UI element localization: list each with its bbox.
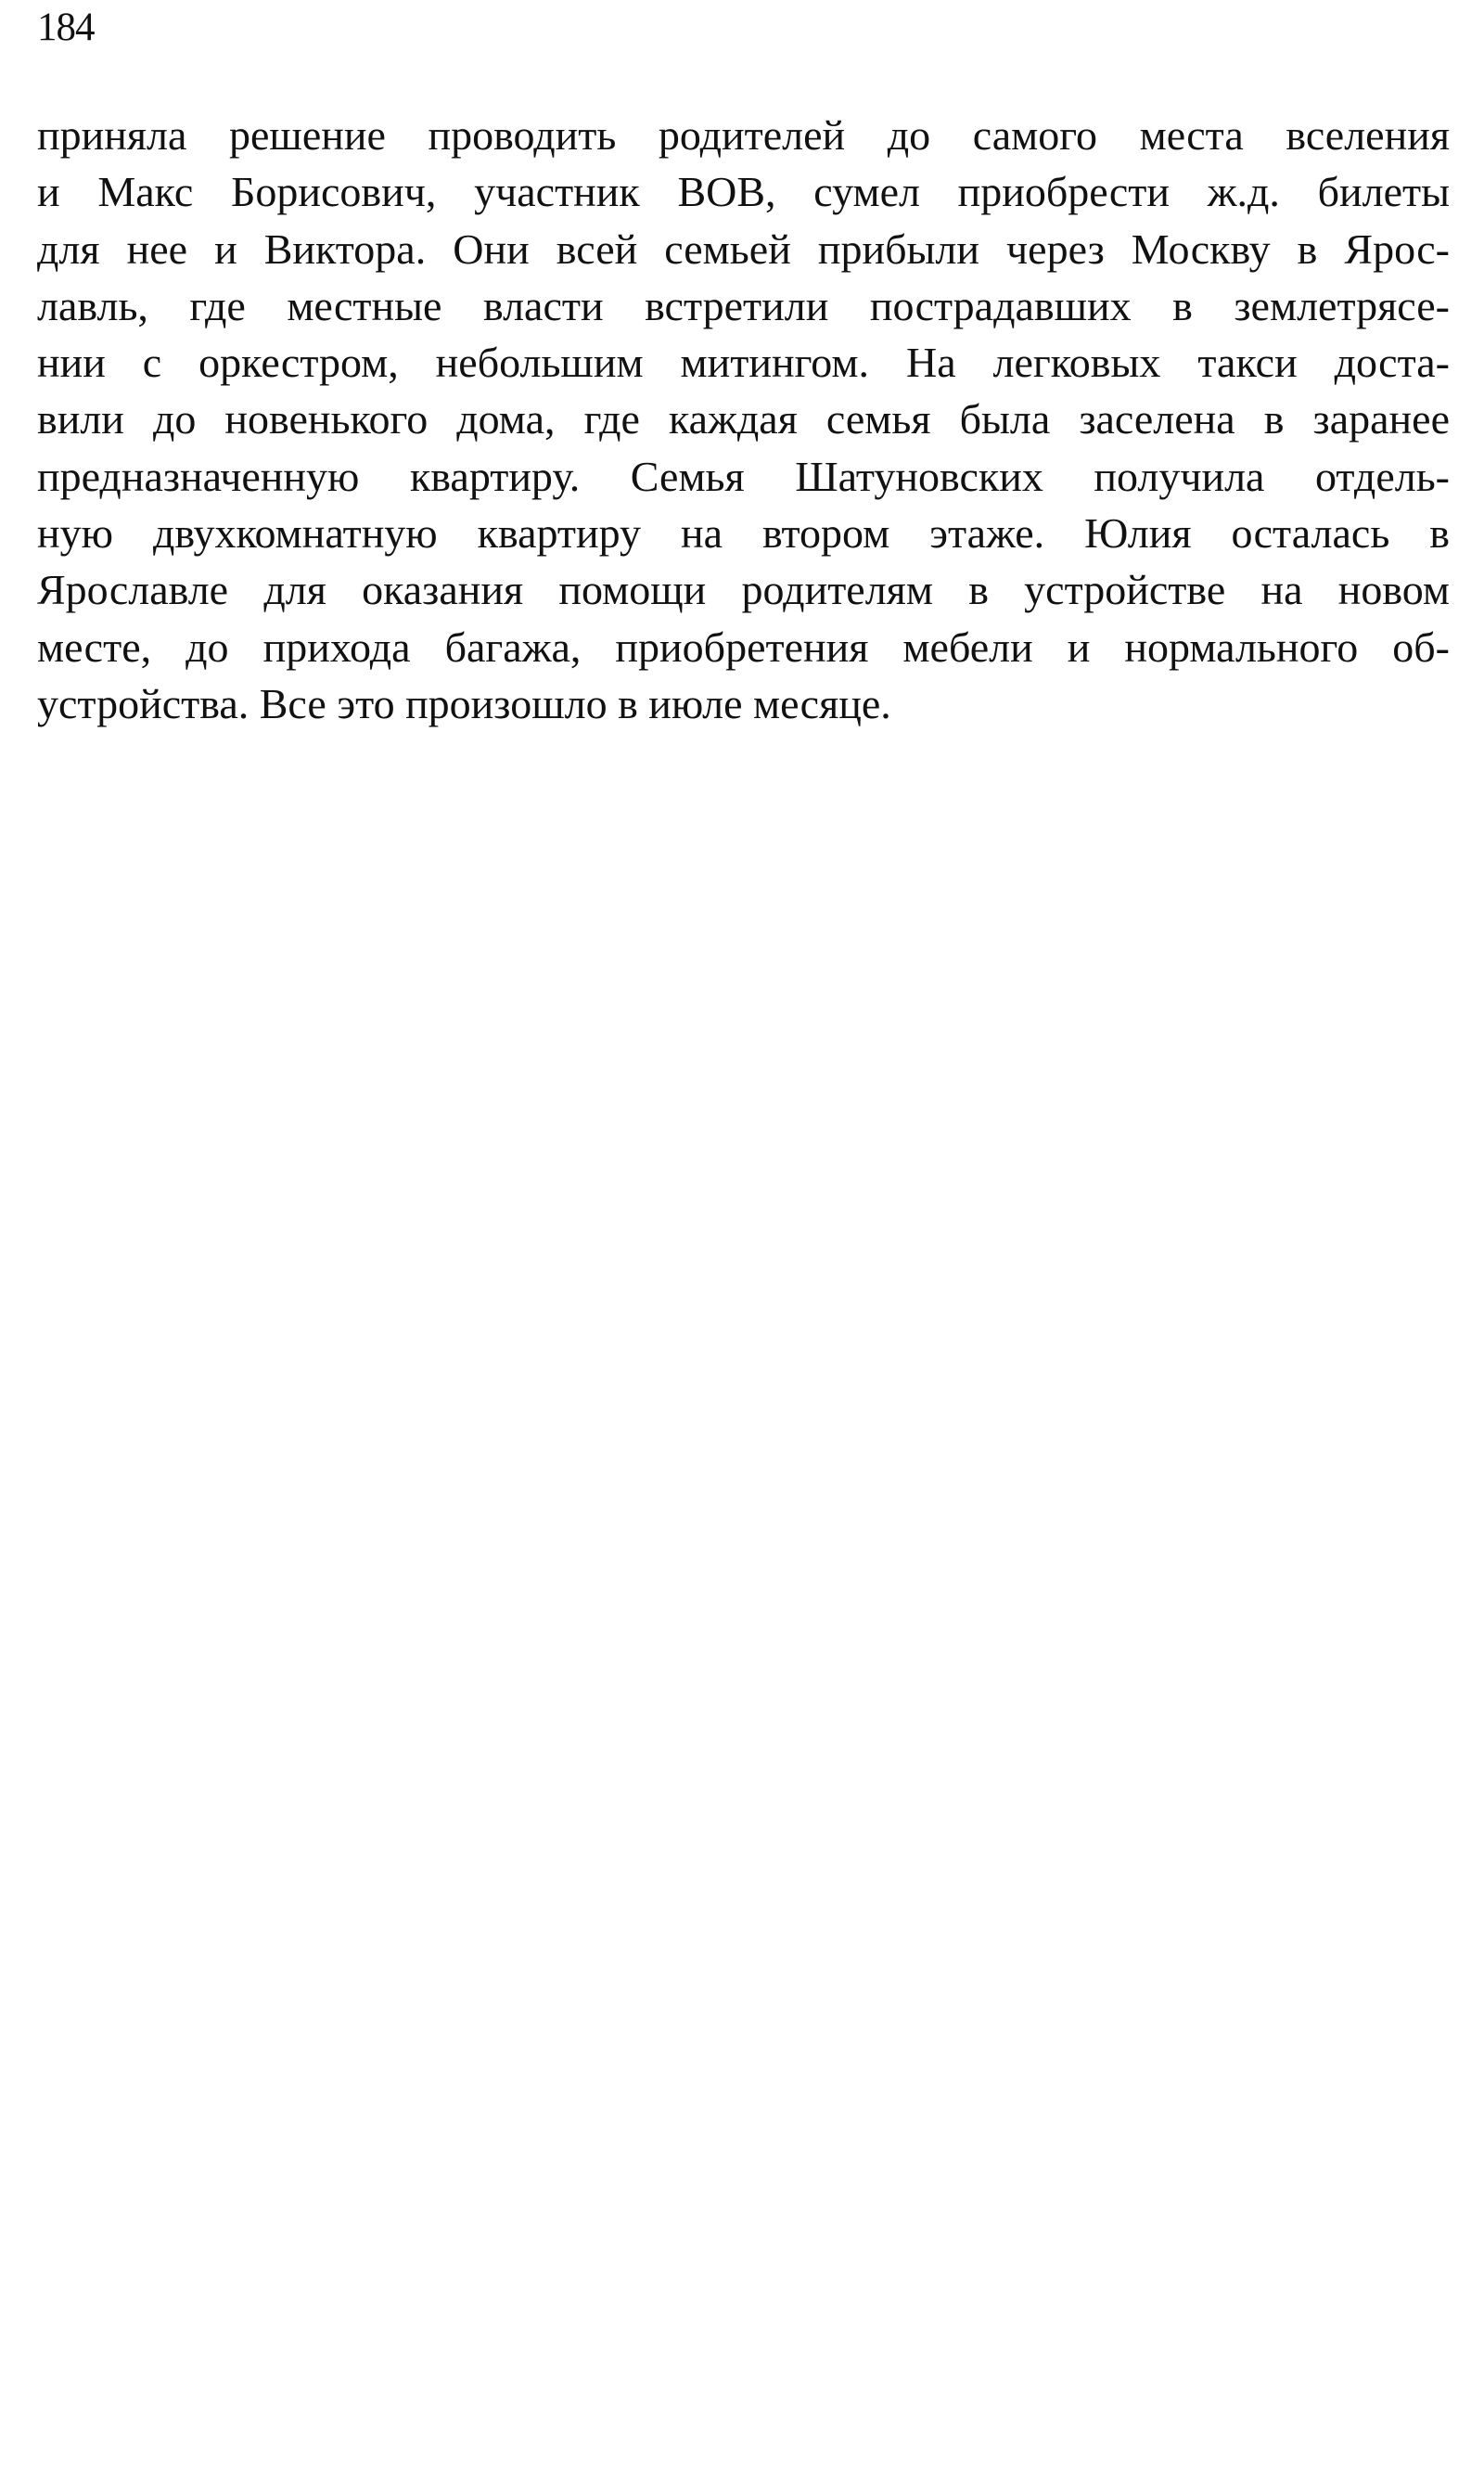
text-line: приняла решение проводить родителей до самого места вселения xyxy=(37,111,1450,159)
text-line: ную двухкомнатную квартиру на втором этаже. Юлия осталась в xyxy=(37,509,1450,558)
text-line: лавль, где местные власти встретили пострадавших в землетрясе- xyxy=(37,281,1450,329)
text-line: и Макс Борисович, участник ВОВ, сумел приобрести ж.д. билеты xyxy=(37,168,1450,216)
text-line: предназначенную квартиру. Семья Шатуновских получила отдель- xyxy=(37,452,1450,500)
text-line: нии с оркестром, небольшим митингом. На легковых такси доста- xyxy=(37,339,1450,387)
body-paragraph xyxy=(37,107,1450,732)
text-line: месте, до прихода багажа, приобретения мебели и нормального об- xyxy=(37,623,1450,671)
page-number: 184 xyxy=(37,6,95,49)
text-line: для нее и Виктора. Они всей семьей прибыли через Москву в Ярос- xyxy=(37,225,1450,273)
text-line: устройства. Все это произошло в июле месяце. xyxy=(37,679,891,727)
text-line: вили до новенького дома, где каждая семья была заселена в заранее xyxy=(37,395,1450,443)
text-line: Ярославле для оказания помощи родителям в устройстве на новом xyxy=(37,566,1450,614)
